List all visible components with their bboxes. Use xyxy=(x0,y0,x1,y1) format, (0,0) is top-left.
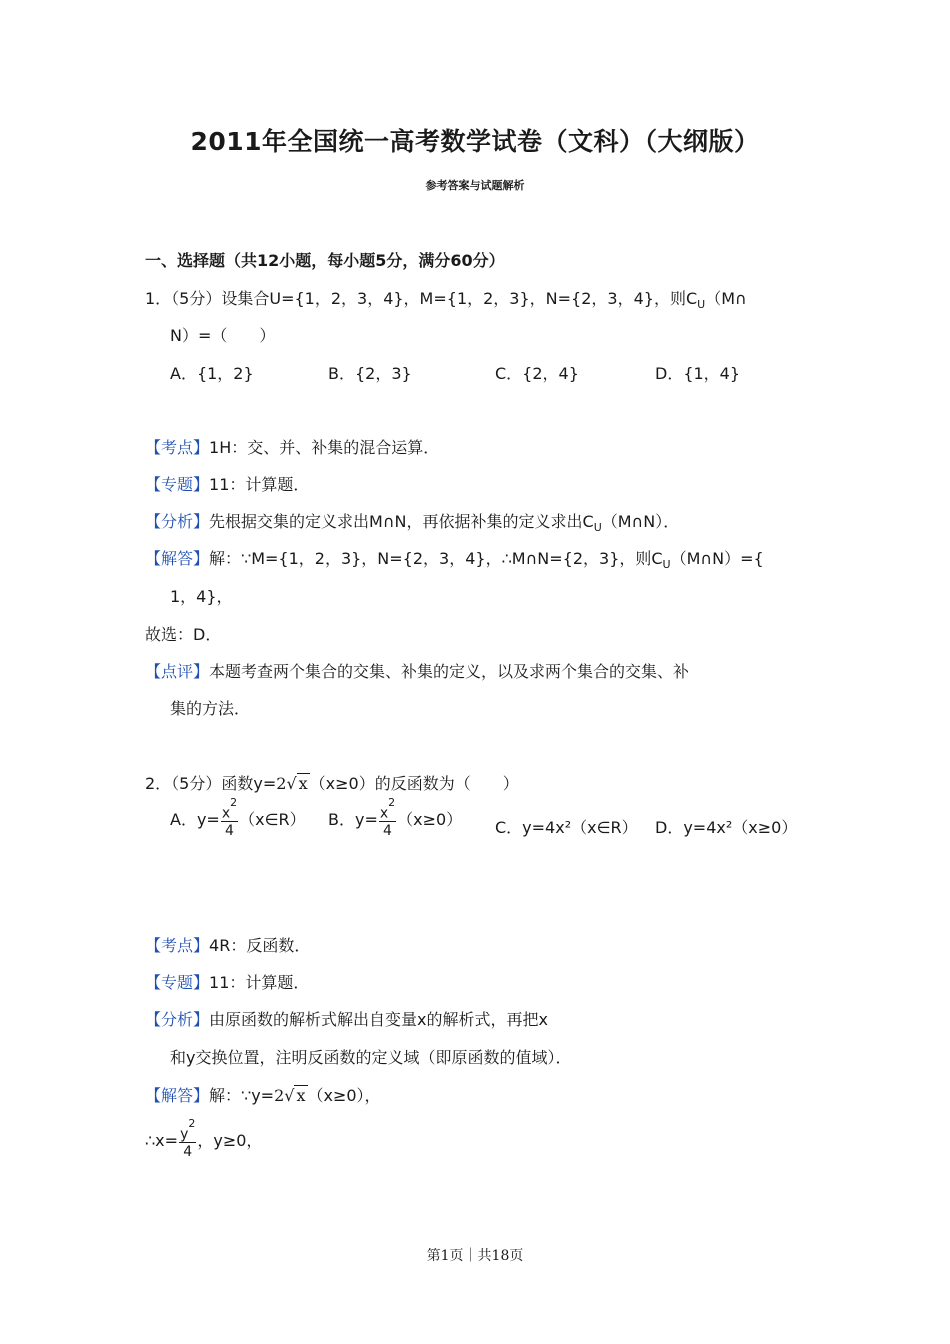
q2-jieda-sqrt: 2√ x xyxy=(274,1086,306,1105)
q2-step-exp: 2 xyxy=(188,1117,196,1130)
q2-zhuanti xyxy=(145,970,309,993)
page-subtitle: 参考答案与试题解析 xyxy=(425,179,525,192)
q2-jieda-tag: 【解答】 xyxy=(145,1086,210,1105)
page-footer: 第1页｜共18页 xyxy=(426,1248,524,1264)
q2-zhuanti-text: 11：计算题． xyxy=(209,973,310,992)
q1-stem-line2: N）=（ ） xyxy=(170,326,276,345)
q1-option-b: B．{2，3} xyxy=(328,364,412,383)
q1-option-c: C．{2，4} xyxy=(495,364,579,383)
q2-coef: 2 xyxy=(276,774,287,793)
q2-fenxi xyxy=(145,1007,548,1030)
q2-jieda-coef: 2 xyxy=(274,1086,285,1105)
q1-zhuanti-tag: 【专题】 xyxy=(145,475,210,494)
q2-opt-b-post: （x≥0） xyxy=(397,809,463,829)
q2-opt-a-den: 4 xyxy=(225,822,234,839)
q2-opt-b-fraction xyxy=(379,796,396,839)
q1-stem-sub: U xyxy=(697,298,706,312)
q2-kaodian xyxy=(145,933,310,956)
q1-zhuanti xyxy=(145,472,309,495)
q2-stem-post: （x≥0）的反函数为（ ） xyxy=(309,774,519,793)
q2-fenxi-tag: 【分析】 xyxy=(145,1010,210,1029)
q2-opt-a-fraction xyxy=(221,796,238,839)
q2-stem xyxy=(145,771,519,794)
q2-option-a xyxy=(170,796,306,839)
q2-zhuanti-tag: 【专题】 xyxy=(145,973,210,992)
q2-jieda-post: （x≥0）， xyxy=(307,1086,381,1105)
q2-kaodian-text: 4R：反函数． xyxy=(209,936,311,955)
q2-fenxi-line2: 和y交换位置，注明反函数的定义域（即原函数的值域）． xyxy=(170,1048,572,1067)
q2-step xyxy=(145,1117,263,1160)
q1-zhuanti-text: 11：计算题． xyxy=(209,475,310,494)
q2-radicand: x xyxy=(298,774,308,793)
q2-jieda xyxy=(145,1083,381,1106)
q1-fenxi-text: 先根据交集的定义求出M∩N，再依据补集的定义求出C xyxy=(209,512,594,531)
q1-kaodian-text: 1H：交、并、补集的混合运算． xyxy=(209,438,440,457)
q1-jieda-line2: 1，4}， xyxy=(170,587,233,606)
q2-step-den: 4 xyxy=(183,1143,193,1160)
q2-jieda-pre: 解：∵y= xyxy=(209,1086,275,1105)
page-title: 2011年全国统一高考数学试卷（文科）（大纲版） xyxy=(190,127,760,156)
q1-jieda-text: 解：∵M={1，2，3}，N={2，3，4}，∴M∩N={2，3}，则C xyxy=(209,549,663,568)
q1-jieda xyxy=(145,546,764,571)
q1-stem-text: 1．（5分）设集合U={1，2，3，4}，M={1，2，3}，N={2，3，4}，则C xyxy=(145,289,698,308)
q2-opt-b-exp: 2 xyxy=(388,796,396,809)
q2-kaodian-tag: 【考点】 xyxy=(145,936,210,955)
q1-fenxi-sub: U xyxy=(593,521,602,535)
q2-opt-a-num: x xyxy=(221,805,231,822)
q2-step-num: y xyxy=(180,1126,189,1143)
q2-step-pre: ∴x= xyxy=(145,1130,179,1150)
q2-option-d: D．y=4x²（x≥0） xyxy=(655,818,798,837)
q2-opt-b-den: 4 xyxy=(383,822,392,839)
q2-step-fraction xyxy=(179,1117,196,1160)
q2-opt-b-pre: B．y= xyxy=(328,809,378,829)
q1-dianping-line2: 集的方法． xyxy=(170,699,251,718)
q1-kaodian-tag: 【考点】 xyxy=(145,438,210,457)
q1-fenxi-tail: （M∩N）． xyxy=(601,512,680,531)
q1-dianping-text: 本题考查两个集合的交集、补集的定义，以及求两个集合的交集、补 xyxy=(209,662,690,681)
q1-answer: 故选：D． xyxy=(145,625,222,644)
q2-opt-a-post: （x∈R） xyxy=(239,809,306,829)
q2-option-b xyxy=(328,796,463,839)
section-heading: 一、选择题（共12小题，每小题5分，满分60分） xyxy=(145,251,505,270)
q1-option-d: D．{1，4} xyxy=(655,364,741,383)
q2-jieda-radicand: x xyxy=(296,1086,306,1105)
q1-dianping-tag: 【点评】 xyxy=(145,662,210,681)
q2-opt-b-num: x xyxy=(379,805,389,822)
q2-fenxi-text: 由原函数的解析式解出自变量x的解析式，再把x xyxy=(209,1010,548,1029)
q2-opt-a-exp: 2 xyxy=(230,796,238,809)
q1-kaodian xyxy=(145,435,439,458)
q2-sqrt-expr: 2√ x xyxy=(276,774,308,793)
q1-jieda-tag: 【解答】 xyxy=(145,549,210,568)
q1-fenxi-tag: 【分析】 xyxy=(145,512,210,531)
q1-option-a: A．{1，2} xyxy=(170,364,254,383)
q1-dianping xyxy=(145,659,689,682)
q1-jieda-sub: U xyxy=(662,558,671,572)
q1-jieda-tail: （M∩N）={ xyxy=(670,549,764,568)
q2-option-c: C．y=4x²（x∈R） xyxy=(495,818,638,837)
q2-opt-a-pre: A．y= xyxy=(170,809,220,829)
q1-fenxi xyxy=(145,509,679,534)
q2-stem-pre: 2．（5分）函数y= xyxy=(145,774,277,793)
q2-step-post: ，y≥0， xyxy=(197,1130,263,1150)
q1-stem-tail: （M∩ xyxy=(705,289,747,308)
q1-stem-line1 xyxy=(145,286,747,311)
